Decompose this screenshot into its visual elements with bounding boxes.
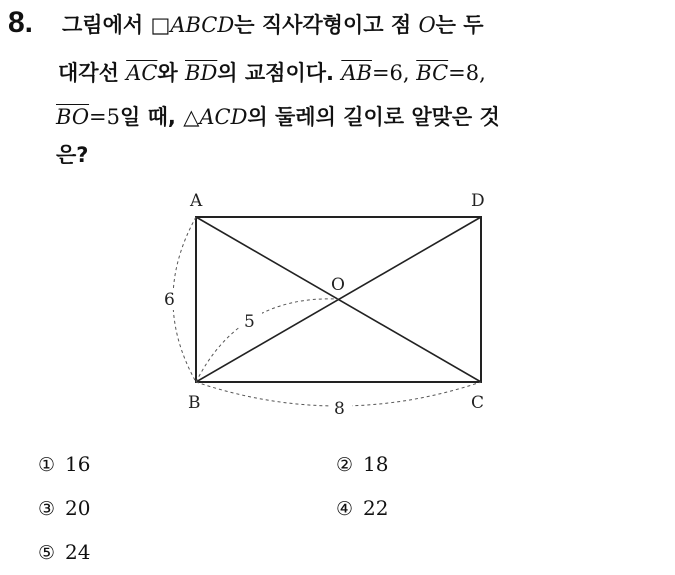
question-line-1: [62, 10, 484, 40]
segment-bd: $\overline{BD}$: [185, 61, 218, 85]
rectangle-figure: [140, 180, 520, 425]
option-5[interactable]: [38, 540, 91, 564]
option-marker: ①: [38, 454, 56, 476]
text: 는 두: [435, 13, 484, 37]
label-b: B: [188, 393, 201, 413]
triangle-symbol: △: [183, 105, 200, 129]
segment-ab: $\overline{AB}$: [341, 61, 372, 85]
option-value: 22: [363, 496, 389, 520]
text: 의 둘레의 길이로 알맞은 것: [247, 105, 500, 129]
label-a: A: [190, 191, 203, 211]
square-symbol: □: [150, 13, 171, 37]
label-o: O: [331, 275, 345, 295]
value-ab: =6,: [371, 61, 417, 85]
text: 그림에서: [62, 13, 151, 37]
segment-bo: $\overline{BO}$: [56, 105, 90, 129]
option-value: 16: [65, 452, 91, 476]
text: 와: [157, 61, 186, 85]
option-marker: ③: [38, 498, 56, 520]
text: 의 교점이다.: [217, 61, 342, 85]
value-bo: =5: [89, 105, 121, 129]
option-1[interactable]: [38, 452, 91, 476]
value-bc: =8,: [448, 61, 486, 85]
text: 일 때,: [120, 105, 184, 129]
math-abcd: ABCD: [170, 13, 235, 37]
text: 는 직사각형이고 점: [234, 13, 419, 37]
option-value: 24: [65, 540, 91, 564]
option-2[interactable]: [336, 452, 389, 476]
option-value: 18: [363, 452, 389, 476]
math-acd: ACD: [199, 105, 248, 129]
option-4[interactable]: [336, 496, 389, 520]
label-c: C: [471, 393, 485, 413]
option-marker: ②: [336, 454, 354, 476]
label-bo-length: 5: [244, 312, 255, 332]
label-bc-length: 8: [334, 399, 345, 419]
option-value: 20: [65, 496, 91, 520]
math-o: O: [418, 13, 436, 37]
option-marker: ⑤: [38, 542, 56, 564]
option-marker: ④: [336, 498, 354, 520]
option-3[interactable]: [38, 496, 91, 520]
question-number: 8.: [8, 6, 34, 39]
question-line-4: 은?: [56, 143, 89, 167]
text: 대각선: [58, 61, 127, 85]
segment-ac: $\overline{AC}$: [126, 61, 158, 85]
question-line-3: [56, 102, 500, 132]
label-ab-length: 6: [164, 290, 175, 310]
question-line-2: [58, 58, 486, 88]
label-d: D: [471, 191, 485, 211]
segment-bc: $\overline{BC}$: [416, 61, 449, 85]
